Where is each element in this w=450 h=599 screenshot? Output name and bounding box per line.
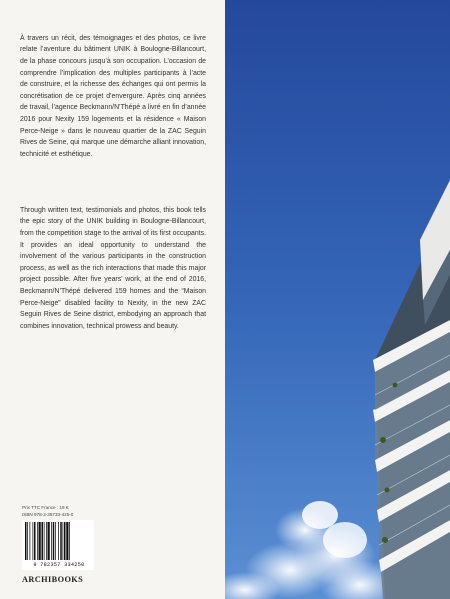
barcode-bar bbox=[34, 522, 36, 560]
barcode-bar bbox=[33, 522, 34, 560]
barcode-bar bbox=[39, 522, 41, 560]
barcode-bar bbox=[42, 522, 44, 560]
barcode-bar bbox=[64, 522, 66, 560]
french-blurb: À travers un récit, des témoignages et des photos, ce livre relate l’aventure du bâtiment UNIK à Boulogne-Billancourt, de la phase concours jusqu’à son occupation. L’occasion de comprendre l’implication des multiples participants à l’acte de construire, et la richesse des échanges qui ont permis la concrétisation de ce projet d’envergure. Après cinq années de travail, l’agence Beckmann/N’Thépé a livré en fin d’année 2016 pour Nexity 159 logements et la résidence « Maison Perce-Neige » dans le nouveau quartier de la ZAC Seguin Rives de Seine, qui marque une démarche alliant innovation, technicité et esthétique. bbox=[20, 34, 206, 158]
barcode-bar bbox=[58, 522, 59, 560]
price-label: Prix TTC France : 19 € bbox=[22, 505, 69, 510]
barcode-bar bbox=[44, 522, 45, 560]
isbn-label: ISBN 978-2-35733-425-0 bbox=[22, 512, 74, 517]
barcode-bar bbox=[27, 522, 28, 560]
barcode-bar bbox=[53, 522, 55, 560]
barcode-bar bbox=[48, 522, 50, 560]
barcode-bar bbox=[69, 522, 70, 560]
barcode-bar bbox=[25, 522, 27, 560]
building-photo bbox=[225, 0, 450, 599]
publisher-logo: ARCHIBOOKS bbox=[22, 575, 84, 584]
barcode-bar bbox=[37, 522, 38, 560]
building-sky-illustration bbox=[225, 0, 450, 599]
barcode-bar bbox=[30, 522, 31, 560]
barcode-digits: 9 782357 334250 bbox=[33, 562, 85, 568]
english-blurb: Through written text, testimonials and photos, this book tells the epic story of the UNIK building in Boulogne-Billancourt, from the competition stage to the arrival of its first occupants. It provides an ideal opportunity to understand the involvement of the various participants in the construction process, as well as the rich interactions that made this major project possible. After five years’ work, at the end of 2016, Beckmann/N’Thépé delivered 159 homes and the “Maison Perce-Neige” disabled facility to Nexity, in the new ZAC Seguin Rives de Seine district, embodying an approach that combines innovation, technical prowess and beauty. bbox=[20, 206, 206, 330]
barcode-bar bbox=[46, 522, 47, 560]
barcode-bar bbox=[51, 522, 52, 560]
barcode bbox=[22, 520, 94, 570]
barcode-bar bbox=[63, 522, 64, 560]
barcode-bar bbox=[66, 522, 68, 560]
barcode-bars bbox=[25, 522, 91, 562]
barcode-bar bbox=[55, 522, 56, 560]
barcode-bar bbox=[60, 522, 62, 560]
